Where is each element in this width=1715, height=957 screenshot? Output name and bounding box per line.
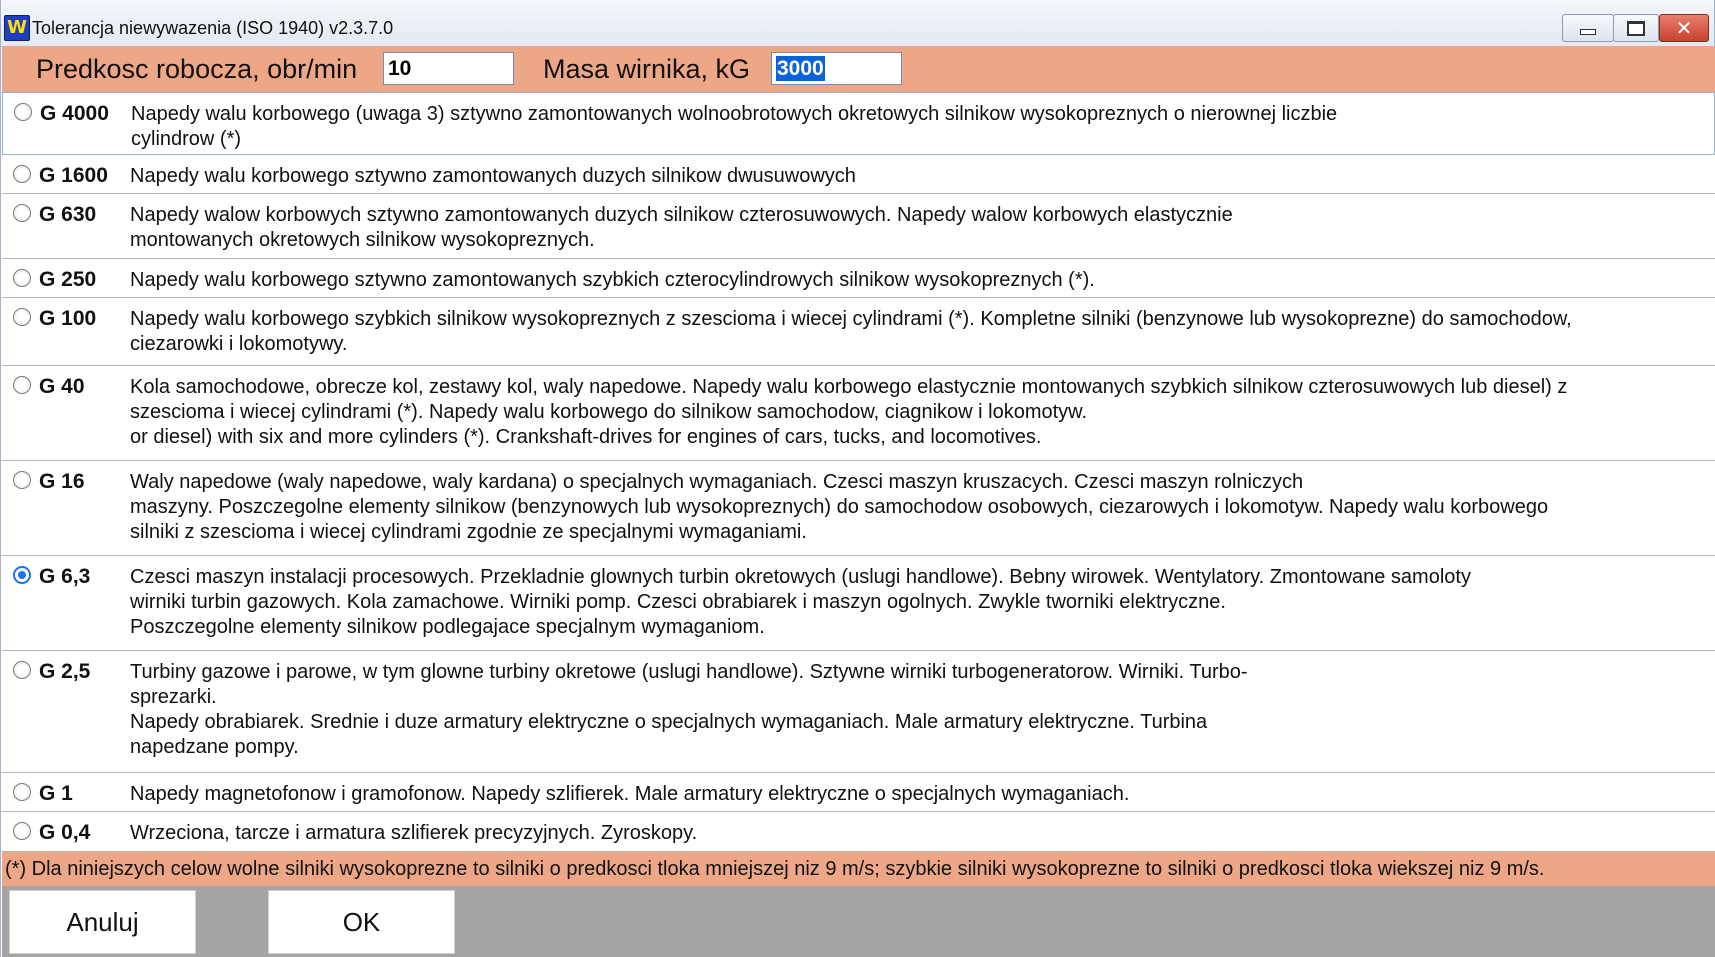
class-row[interactable]: [2, 556, 1715, 651]
class-name: G 40: [39, 375, 85, 398]
class-radio[interactable]: [13, 269, 31, 287]
ok-button[interactable]: OK: [268, 890, 455, 954]
class-name: G 16: [39, 470, 85, 493]
class-row[interactable]: [2, 461, 1715, 556]
speed-input[interactable]: [383, 52, 514, 85]
mass-input-value: 3000: [777, 57, 824, 80]
minimize-icon: [1580, 29, 1596, 35]
class-description: Napedy walow korbowych sztywno zamontowanych duzych silnikow czterosuwowych. Napedy walow korbowych elastycznie montowanych okretowych silnikow wysokopreznych.: [130, 204, 1233, 251]
class-radio[interactable]: [13, 661, 31, 679]
class-radio[interactable]: [13, 308, 31, 326]
class-radio[interactable]: [13, 204, 31, 222]
class-row[interactable]: [2, 773, 1715, 812]
class-radio[interactable]: [13, 471, 31, 489]
class-radio[interactable]: [13, 783, 31, 801]
class-description: Napedy magnetofonow i gramofonow. Napedy szlifierek. Male armatury elektryczne o specjalnych wymaganiach.: [130, 783, 1130, 805]
speed-input-value: 10: [388, 57, 412, 80]
cancel-button[interactable]: Anuluj: [9, 890, 196, 954]
mass-label: Masa wirnika, kG: [543, 54, 751, 84]
title-bar[interactable]: [1, 0, 1714, 47]
footnote: (*) Dla niniejszych celow wolne silniki wysokoprezne to silniki o predkosci tloka mniejszej niz 9 m/s; szybkie silniki wysokoprezne to silniki o predkosci tloka wiekszej niz 9 m/s.: [2, 852, 1715, 886]
minimize-button[interactable]: [1562, 14, 1614, 42]
class-row[interactable]: [2, 92, 1715, 155]
class-row[interactable]: [2, 155, 1715, 194]
class-description: Napedy walu korbowego szybkich silnikow wysokopreznych z szescioma i wiecej cylindrami (*). Kompletne silniki (benzynowe lub wysokoprezne) do samochodow, ciezarowki i lokomotywy.: [130, 308, 1572, 355]
class-radio[interactable]: [14, 103, 32, 121]
class-row[interactable]: [2, 298, 1715, 366]
class-row[interactable]: [2, 194, 1715, 259]
maximize-icon: [1627, 21, 1645, 36]
class-description: Kola samochodowe, obrecze kol, zestawy kol, waly napedowe. Napedy walu korbowego elastycznie montowanych szybkich silnikow czterosuwowych lub diesel) z szescioma i wiecej cylindrami (*). Napedy walu korbowego do silnikow samochodow, ciagnikow i lokomotyw. or diesel) with six and more cylinders (*). Crankshaft-drives for engines of cars, tucks, and locomotives.: [130, 376, 1568, 448]
speed-label: Predkosc robocza, obr/min: [36, 54, 358, 84]
class-radio[interactable]: [13, 822, 31, 840]
close-icon: ✕: [1675, 17, 1693, 40]
class-row[interactable]: [2, 651, 1715, 773]
class-radio[interactable]: [13, 566, 31, 584]
class-description: Waly napedowe (waly napedowe, waly kardana) o specjalnych wymaganiach. Czesci maszyn kruszacych. Czesci maszyn rolniczych maszyny. Poszczegolne elementy silnikow (benzynowych lub wysokopreznych) do samochodow osobowych, ciezarowych i lokomotyw. Napedy walu korbowego silniki z szescioma i wiecej cylindrami zgodnie ze specjalnymi wymaganiami.: [130, 471, 1549, 543]
class-description: Turbiny gazowe i parowe, w tym glowne turbiny okretowe (uslugi handlowe). Sztywne wirniki turbogeneratorow. Wirniki. Turbo- sprezarki. Napedy obrabiarek. Srednie i duze armatury elektryczne o specjalnych wymaganiach. Male armatury elektryczne. Turbina napedzane pompy.: [130, 661, 1248, 758]
maximize-button[interactable]: [1613, 14, 1659, 42]
class-radio[interactable]: [13, 165, 31, 183]
class-row[interactable]: [2, 259, 1715, 298]
class-description: Napedy walu korbowego sztywno zamontowanych duzych silnikow dwusuwowych: [130, 165, 856, 187]
class-description: Napedy walu korbowego sztywno zamontowanych szybkich czterocylindrowych silnikow wysokopreznych (*).: [130, 269, 1095, 291]
class-name: G 250: [39, 268, 97, 291]
class-radio[interactable]: [13, 376, 31, 394]
class-description: Wrzeciona, tarcze i armatura szlifierek precyzyjnych. Zyroskopy.: [130, 822, 698, 844]
class-name: G 6,3: [39, 565, 91, 588]
mass-input[interactable]: [771, 52, 902, 85]
app-logo-icon: W: [4, 15, 30, 41]
class-name: G 630: [39, 203, 97, 226]
parameters-bar: [2, 46, 1715, 92]
button-bar: [2, 886, 1715, 957]
class-description: Napedy walu korbowego (uwaga 3) sztywno zamontowanych wolnoobrotowych okretowych silnikow wysokopreznych o nierownej liczbie cylindrow (*): [131, 103, 1338, 150]
class-row[interactable]: [2, 366, 1715, 461]
class-description: Czesci maszyn instalacji procesowych. Przekladnie glownych turbin okretowych (uslugi handlowe). Bebny wirowek. Wentylatory. Zmontowane samoloty wirniki turbin gazowych. Kola zamachowe. Wirniki pomp. Czesci obrabiarek i maszyn ogolnych. Zwykle tworniki elektryczne. Poszczegolne elementy silnikow podlegajace specjalnym wymaganiom.: [130, 566, 1471, 638]
class-name: G 1: [39, 782, 73, 805]
class-name: G 4000: [40, 102, 109, 125]
close-button[interactable]: [1659, 14, 1709, 42]
class-name: G 1600: [39, 164, 108, 187]
class-row[interactable]: [2, 812, 1715, 852]
window-title: Tolerancja niewywazenia (ISO 1940) v2.3.7.0: [32, 18, 394, 38]
class-name: G 100: [39, 307, 97, 330]
class-name: G 0,4: [39, 821, 91, 844]
class-name: G 2,5: [39, 660, 91, 683]
